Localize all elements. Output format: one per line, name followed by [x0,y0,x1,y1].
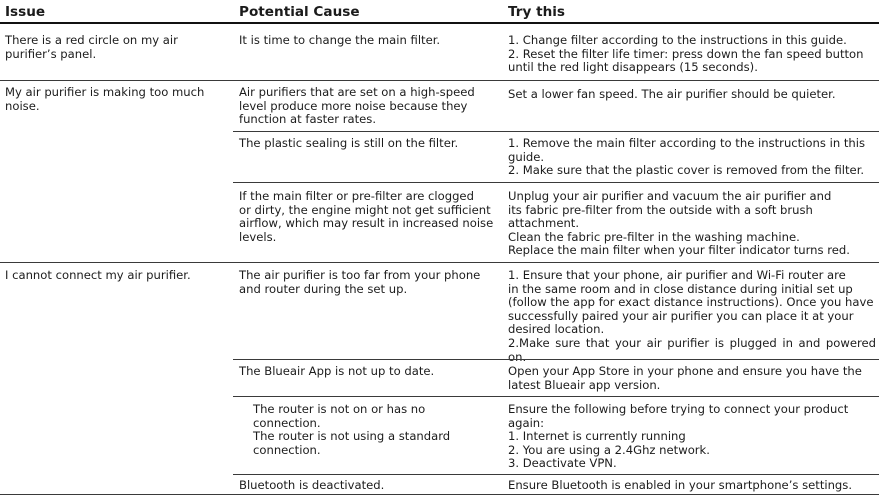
cause-clogged-filter: If the main filter or pre-filter are clogged or dirty, the engine might not get sufficient airflow, which may result in increased noise levels. [239,189,494,244]
issue-red-circle: There is a red circle on my air purifier’s panel. [5,33,178,61]
try-update-app: Open your App Store in your phone and ensure you have the latest Blueair app version. [508,364,862,392]
try-lower-fan-speed: Set a lower fan speed. The air purifier should be quieter. [508,87,836,101]
row-divider-2 [233,131,879,132]
row-divider-8 [0,494,879,495]
row-divider-1 [0,80,879,81]
cause-plastic-sealing: The plastic sealing is still on the filter. [239,136,459,150]
cause-change-filter: It is time to change the main filter. [239,33,441,47]
row-divider-6 [233,396,879,397]
cause-bluetooth-off: Bluetooth is deactivated. [239,478,385,492]
row-divider-5 [233,359,879,360]
header-try-this: Try this [508,4,566,20]
header-issue: Issue [5,4,46,20]
row-divider-3 [233,182,879,183]
row-divider-4 [0,262,879,263]
issue-too-much-noise: My air purifier is making too much noise. [5,85,205,113]
cause-high-speed: Air purifiers that are set on a high-speed level produce more noise because they function at faster rates. [239,85,475,127]
try-change-filter: 1. Change filter according to the instructions in this guide. 2. Reset the filter life timer: press down the fan speed button until the red light disappears (15 seconds). [508,33,864,75]
try-check-network: Ensure the following before trying to connect your product again: 1. Internet is currently running 2. You are using a 2.4Ghz network. 3. Deactivate VPN. [508,402,849,471]
header-divider [0,22,879,24]
header-potential-cause: Potential Cause [239,4,360,20]
row-divider-7 [233,474,879,475]
issue-cannot-connect: I cannot connect my air purifier. [5,268,191,282]
cause-app-outdated: The Blueair App is not up to date. [239,364,435,378]
try-same-room: 1. Ensure that your phone, air purifier and Wi-Fi router are in the same room and in close distance during initial set up (follow the app for exact distance instructions). Once you have successfully paired your air purifier you can place it at your desired location. 2.Make sure that your air purifier is plugged in and powered on. [508,268,876,364]
try-remove-plastic: 1. Remove the main filter according to the instructions in this guide. 2. Make sure that the plastic cover is removed from the filter. [508,136,866,178]
try-vacuum-filter: Unplug your air purifier and vacuum the air purifier and its fabric pre-filter from the outside with a soft brush attachment. Clean the fabric pre-filter in the washing machine. Replace the main filter when your filter indicator turns red. [508,189,850,258]
cause-router-issue: The router is not on or has no connection. The router is not using a standard connection. [253,402,451,457]
try-enable-bluetooth: Ensure Bluetooth is enabled in your smartphone’s settings. [508,478,853,492]
cause-too-far: The air purifier is too far from your phone and router during the set up. [239,268,481,296]
